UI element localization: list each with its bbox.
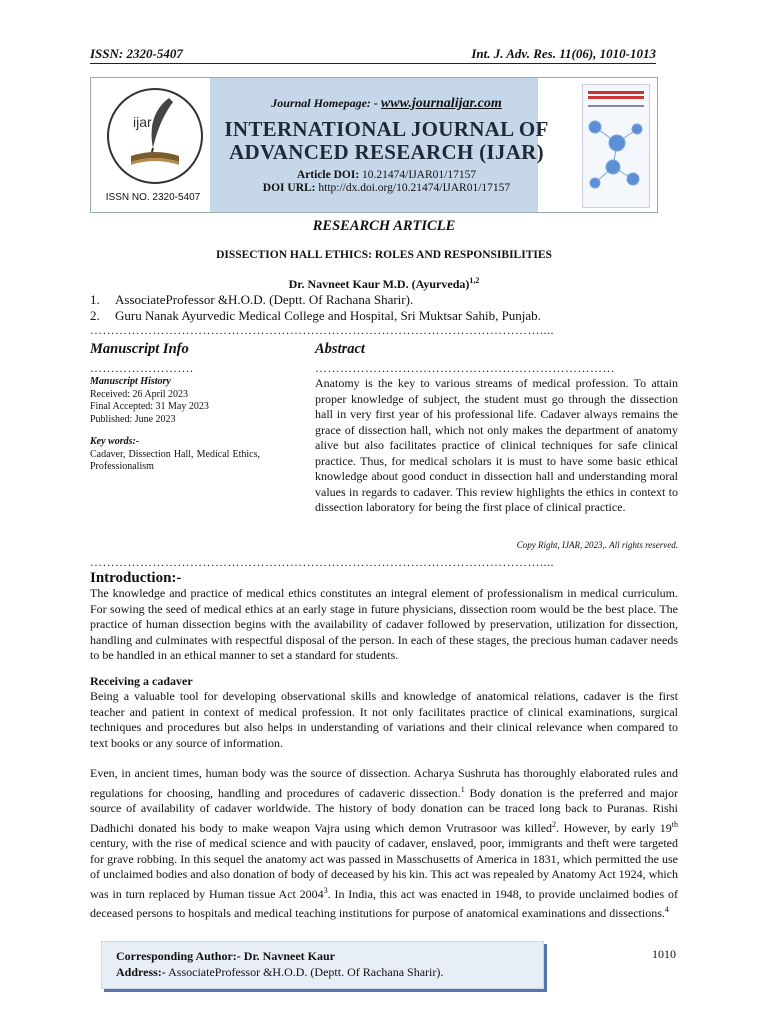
author-name: Dr. Navneet Kaur M.D. (Ayurveda) [288, 277, 470, 291]
affiliation-item: 1. AssociateProfessor &H.O.D. (Deptt. Of Rachana Sharir). [90, 292, 414, 307]
keywords-label: Key words:- [90, 436, 140, 447]
author-affiliation-marks: 1,2 [469, 276, 480, 285]
journal-title-line1: INTERNATIONAL JOURNAL OF [224, 117, 549, 141]
journal-title [213, 118, 560, 164]
receiving-paragraph-2: Even, in ancient times, human body was the source of dissection. Acharya Sushruta has thoroughly elaborated rules and regulations for choosing, handling and procedures of cadaveric dissection.$^1$ Body donation is the preferred and major source of availability of cadaver worldwide. The history of body donation can be traced long back to Puranas. Rishi Dadhichi donated his body to make weapon Vajra using which demon Vrutrasoor was killed$^2$. However, by early 19th century, with the rise of medical science and with paucity of cadaver, enslaved, poor, immigrants and theft were targeted for grave robbing. In this sequel the anatomy act was passed in Masschusetts of America in 1831, which permitted the use of unclaimed bodies and also donation of body of deceased by his kin. This act was repealed by Anatomy Act 1924, which was in turn replaced by Human tissue Act 2004$^3$. In India, this act was enacted in 1948, to provide unclaimed bodies of deceased persons to hospitals and medical teaching institutions for purpose of anatomical examinations and dissections.$^4$ [90, 766, 679, 920]
abstract-text: Anatomy is the key to various streams of medical profession. To attain proper knowledge of subject, the student must go through the dissection hall in very first year of his professional life. Cadaver always remains the grace of dissection hall, which not only makes the department of anatomy alive but also facilitates practice of clinical techniques for safe clinical practice. Thus, for medical scholars it is must to have some basic ethical knowledge about good conduct in dissection hall and understanding moral values in regards to cadaver. This review highlights the ethics in context to dissection laboratory for being the first place of clinical practice. [315, 376, 678, 514]
journal-cover-thumbnail [582, 84, 650, 208]
affiliations [90, 292, 541, 324]
receiving-paragraph-1: Being a valuable tool for developing observational skills and knowledge of anatomical relations, cadaver is the first teacher and patient in context of medical profession. It not only facilitates practice of clinical examinations, surgical techniques and procedures but also helps in understanding of variations and their clinical relevance when compared to text books or any source of information. [90, 689, 678, 750]
manuscript-info-heading: Manuscript Info [90, 341, 189, 357]
journal-banner [90, 77, 658, 213]
homepage-link[interactable]: www.journalijar.com [380, 96, 502, 111]
keywords: Cadaver, Dissection Hall, Medical Ethics, Professionalism [90, 448, 260, 472]
journal-title-line2: ADVANCED RESEARCH (IJAR) [229, 140, 544, 164]
copyright-notice: Copy Right, IJAR, 2023,. All rights reserved. [516, 540, 678, 550]
dotted-separator: ……………………………………………………………… [315, 361, 615, 375]
journal-logo [107, 88, 203, 184]
doi-value: 10.21474/IJAR01/17157 [362, 169, 477, 181]
doi-url-link[interactable]: http://dx.doi.org/10.21474/IJAR01/17157 [318, 182, 511, 194]
received-date: Received: 26 April 2023 [90, 388, 189, 400]
issn-no: ISSN NO. 2320-5407 [105, 192, 201, 203]
page-number: 1010 [652, 947, 676, 961]
homepage-label: Journal Homepage: - [271, 96, 378, 110]
manuscript-history [90, 376, 260, 474]
introduction-paragraph: The knowledge and practice of medical ethics constitutes an integral element of professionalism in medical curriculum. For sowing the seed of medical ethics at an early stage in future physicians, dissection room would be the best place. The practice of human dissection begins with the availability of cadaver followed by preservation, utilization for dissection, handling and culminates with respectful disposal of the person. In each of these stages, the precious human cadaver needs to be handled in an ethical manner to set a standard for students. [90, 586, 678, 662]
logo-text: ijar [133, 114, 152, 130]
introduction-heading: Introduction:- [90, 570, 182, 586]
history-label: Manuscript History [90, 376, 171, 387]
journal-homepage [213, 96, 560, 112]
author-address: Address:- AssociateProfessor &H.O.D. (Deptt. Of Rachana Sharir). [116, 965, 444, 979]
author-line [90, 276, 678, 292]
dotted-separator: ……………………. [90, 361, 194, 375]
quill-book-icon [109, 90, 201, 182]
receiving-heading: Receiving a cadaver [90, 674, 193, 688]
corresponding-author-box [101, 941, 544, 989]
dotted-separator: ……………………………………………………………………………………………….... [90, 323, 554, 337]
header-rule [90, 63, 656, 64]
published-date: Published: June 2023 [90, 413, 176, 425]
doi-block [213, 169, 560, 195]
article-type: RESEARCH ARTICLE [312, 218, 456, 234]
corresponding-author: Corresponding Author:- Dr. Navneet Kaur [116, 949, 336, 963]
accepted-date: Final Accepted: 31 May 2023 [90, 401, 209, 412]
citation-header: Int. J. Adv. Res. 11(06), 1010-1013 [471, 46, 656, 61]
issn-header: ISSN: 2320-5407 [90, 46, 183, 61]
doi-label: Article DOI: [296, 169, 360, 181]
affiliation-item: 2. Guru Nanak Ayurvedic Medical College and Hospital, Sri Muktsar Sahib, Punjab. [90, 308, 541, 323]
molecule-icon [583, 107, 649, 197]
doi-url-label: DOI URL: [262, 182, 316, 194]
dotted-separator: ……………………………………………………………………………………………….... [90, 555, 554, 569]
article-title: DISSECTION HALL ETHICS: ROLES AND RESPONSIBILITIES [216, 249, 552, 261]
abstract-heading: Abstract [315, 341, 365, 357]
